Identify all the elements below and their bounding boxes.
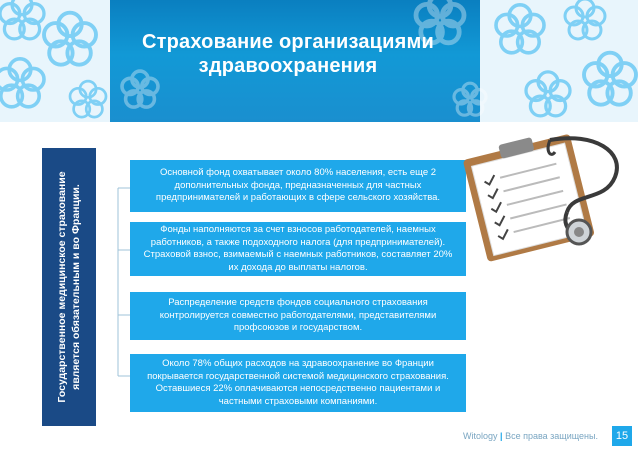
info-box-4-text: Около 78% общих расходов на здравоохранение во Франции покрывается государственной системой медицинского страхования. Оставшиеся 22% оплачиваются непосредственно пациентами и частными страховыми компаниями. [147,358,449,407]
info-box-2-text: Фонды наполняются за счет взносов работодателей, наемных работников, а также подоходного налога (для предпринимателей). Страховой взнос, взимаемый с наемных работников, составляет 20% их дохода до выплаты налогов. [143,224,453,273]
page-number: 15 [612,426,632,446]
info-box-1-text: Основной фонд охватывает около 80% населения, есть еще 2 дополнительных фонда, предназначенных для частных предпринимателей и работающих в сфере сельского хозяйства. [155,167,441,204]
info-box-4 [130,354,466,412]
footer-separator: | [500,431,503,441]
footer-rights: Все права защищены. [505,431,598,441]
info-box-2 [130,222,466,276]
header-banner [0,0,638,122]
title-line-1: Страхование организациями [141,31,435,53]
title-line-2: здравоохранения [198,55,378,77]
vertical-label: Государственное медицинское страхование является обязательным и во Франции. [56,171,82,403]
info-box-1 [130,160,466,212]
footer-brand: Witology [463,431,498,441]
clipboard-stethoscope-illustration-icon [455,122,635,262]
info-box-3-text: Распределение средств фондов социального страхования контролируется совместно работодателями, представителями профсоюзов и государством. [159,297,437,334]
footer [463,431,598,441]
info-box-3 [130,292,466,340]
page-title [108,30,468,78]
